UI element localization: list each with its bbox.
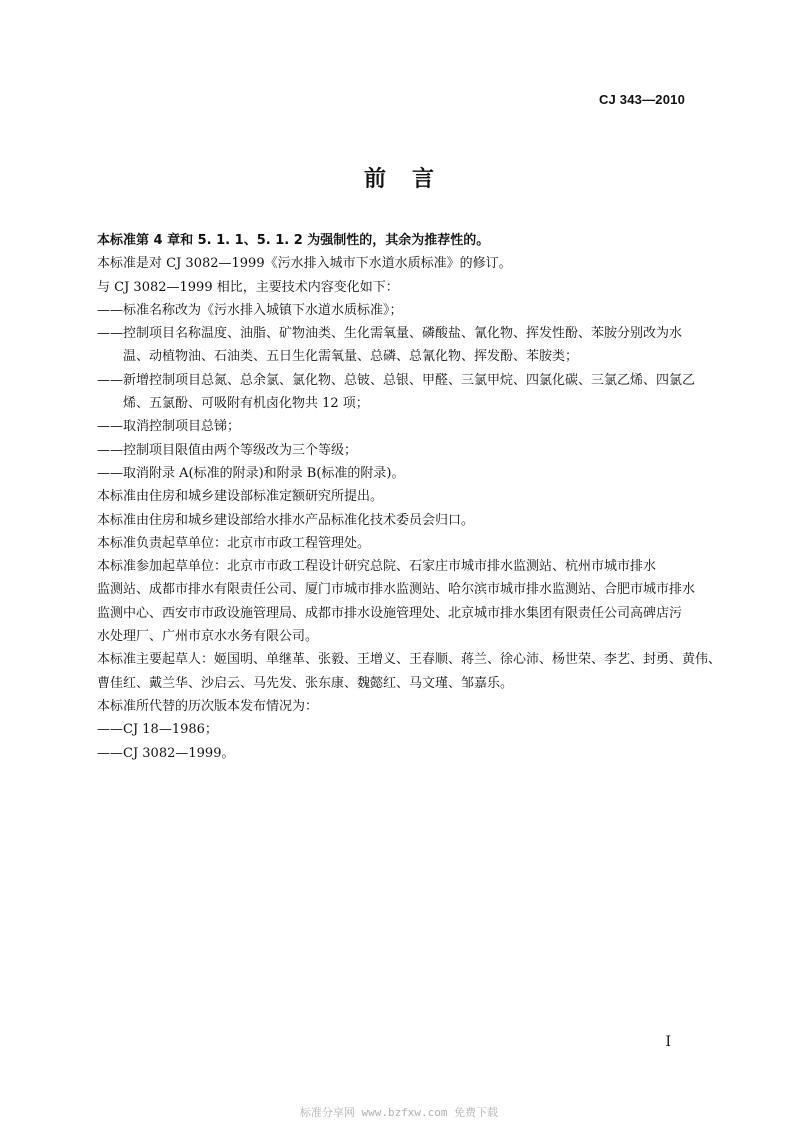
main-drafters-line-1: 本标准主要起草人：姬国明、单继革、张毅、王增义、王春顺、蒋兰、徐心沛、杨世荣、李艺、封勇、黄伟、 <box>97 652 722 668</box>
page-title: 前言 <box>363 167 460 192</box>
participating-units-line-3: 监测中心、西安市市政设施管理局、成都市排水设施管理处、北京城市排水集团有限责任公司高碑店污 <box>97 605 683 621</box>
list-item-change-5: ——控制项目限值由两个等级改为三个等级； <box>97 442 358 458</box>
list-item-change-4: ——取消控制项目总锑； <box>97 419 241 435</box>
paragraph-main-drafters <box>97 648 722 695</box>
list-item-change-3-line-2: 烯、五氯酚、可吸附有机卤化物共 12 项； <box>123 396 369 412</box>
paragraph-proposed-by: 本标准由住房和城乡建设部标准定额研究所提出。 <box>97 489 384 505</box>
list-item-edition-1: ——CJ 18—1986； <box>97 722 218 738</box>
list-item-change-2 <box>97 322 689 369</box>
list-item-edition-2: ——CJ 3082—1999。 <box>97 745 235 761</box>
paragraph-changes-intro: 与 CJ 3082—1999 相比，主要技术内容变化如下： <box>97 279 399 295</box>
paragraph-participating-units <box>97 555 696 648</box>
paragraph-administered-by: 本标准由住房和城乡建设部给水排水产品标准化技术委员会归口。 <box>97 512 475 528</box>
main-drafters-line-2: 曹佳红、戴兰华、沙启云、马先发、张东康、魏懿红、马文瑾、邹嘉乐。 <box>97 675 514 691</box>
participating-units-line-2: 监测站、成都市排水有限责任公司、厦门市城市排水监测站、哈尔滨市城市排水监测站、合肥市城市排水 <box>97 582 696 598</box>
standard-code: CJ 343—2010 <box>598 92 685 107</box>
list-item-change-2-line-1: ——控制项目名称温度、油脂、矿物油类、生化需氧量、磷酸盐、氰化物、挥发性酚、苯胺分别改为水 <box>97 326 683 342</box>
paragraph-previous-editions: 本标准所代替的历次版本发布情况为： <box>97 698 319 714</box>
list-item-change-1: ——标准名称改为《污水排入城镇下水道水质标准》； <box>97 302 403 318</box>
participating-units-line-1: 本标准参加起草单位：北京市市政工程设计研究总院、石家庄市城市排水监测站、杭州市城市排水 <box>97 559 657 575</box>
participating-units-line-4: 水处理厂、广州市京水水务有限公司。 <box>97 629 319 645</box>
footer-watermark: 标准分享网 www.bzfxw.com 免费下载 <box>299 1106 499 1119</box>
list-item-change-6: ——取消附录 A(标准的附录)和附录 B(标准的附录)。 <box>97 465 405 481</box>
list-item-change-2-line-2: 温、动植物油、石油类、五日生化需氧量、总磷、总氰化物、挥发酚、苯胺类； <box>123 349 579 365</box>
paragraph-revision-of: 本标准是对 CJ 3082—1999《污水排入城市下水道水质标准》的修订。 <box>97 256 512 272</box>
list-item-change-3 <box>97 369 696 416</box>
document-body <box>97 229 722 765</box>
paragraph-mandatory-clauses: 本标准第 4 章和 5. 1. 1、5. 1. 2 为强制性的，其余为推荐性的。 <box>97 233 490 248</box>
list-item-change-3-line-1: ——新增控制项目总氮、总余氯、氯化物、总铍、总银、甲醛、三氯甲烷、四氯化碳、三氯乙烯、四氯乙 <box>97 372 696 388</box>
paragraph-lead-drafter: 本标准负责起草单位：北京市市政工程管理处。 <box>97 535 371 551</box>
page-number: I <box>665 1034 671 1050</box>
